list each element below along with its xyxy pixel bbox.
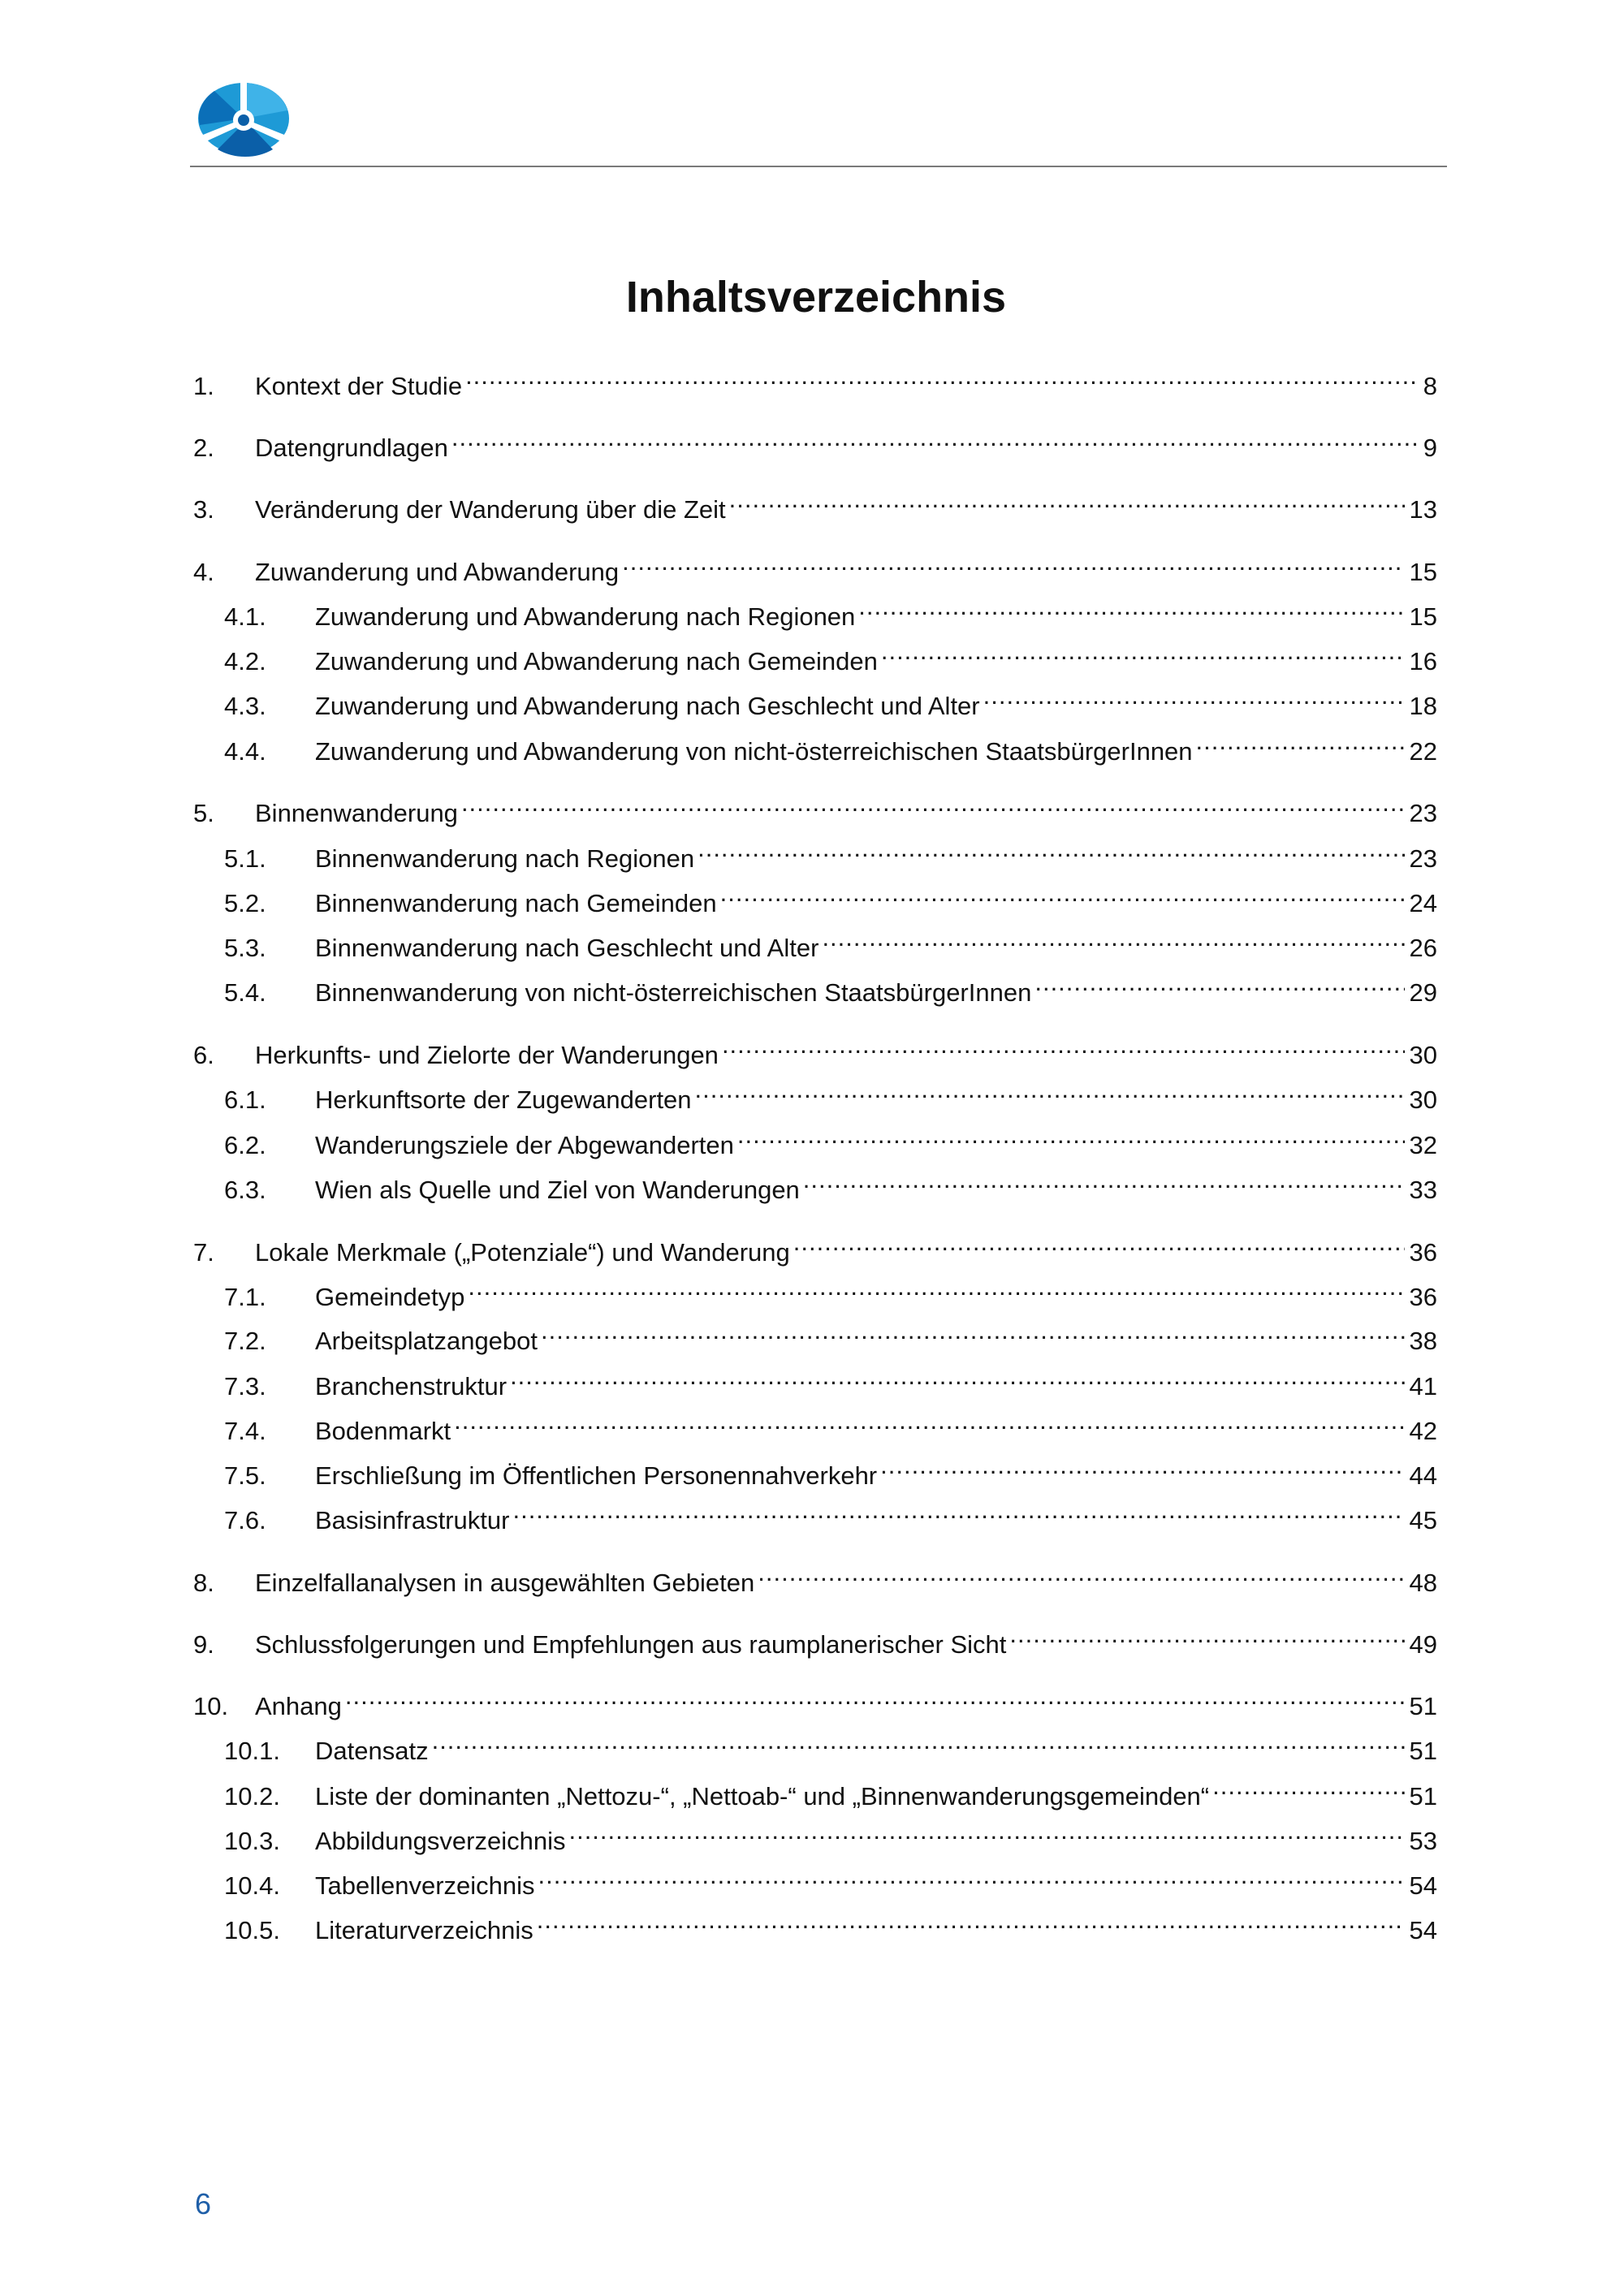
toc-entry[interactable] bbox=[193, 1554, 1437, 1597]
toc-entry[interactable] bbox=[193, 1616, 1437, 1659]
toc-entry[interactable] bbox=[193, 481, 1437, 524]
toc-entry[interactable] bbox=[193, 1161, 1437, 1204]
toc-entry-label: Binnenwanderung nach Gemeinden bbox=[315, 889, 717, 917]
toc-entry-label: Einzelfallanalysen in ausgewählten Gebieten bbox=[255, 1569, 755, 1597]
toc-entry-page: 45 bbox=[1409, 1506, 1437, 1534]
toc-entry-number: 4.2. bbox=[224, 647, 266, 675]
toc-entry-number: 7.5. bbox=[224, 1461, 266, 1490]
toc-entry-label: Datengrundlagen bbox=[255, 434, 448, 462]
toc-entry-page: 51 bbox=[1409, 1692, 1437, 1720]
toc-entry-number: 9. bbox=[193, 1630, 214, 1659]
toc-entry-page: 51 bbox=[1409, 1737, 1437, 1765]
toc-entry-label: Binnenwanderung von nicht-österreichischen StaatsbürgerInnen bbox=[315, 978, 1032, 1007]
toc-entry-label: Tabellenverzeichnis bbox=[315, 1871, 535, 1900]
toc-entry-label: Lokale Merkmale („Potenziale“) und Wanderung bbox=[255, 1238, 790, 1267]
toc-entry-label: Zuwanderung und Abwanderung von nicht-österreichischen StaatsbürgerInnen bbox=[315, 737, 1193, 766]
toc-entry-label: Herkunfts- und Zielorte der Wanderungen bbox=[255, 1041, 719, 1069]
toc-entry[interactable] bbox=[193, 1402, 1437, 1445]
toc-dot-leader bbox=[622, 543, 1404, 580]
toc-entry-page: 9 bbox=[1423, 434, 1437, 462]
toc-entry-page: 36 bbox=[1409, 1283, 1437, 1311]
toc-dot-leader bbox=[451, 419, 1416, 456]
toc-entry[interactable] bbox=[193, 677, 1437, 720]
toc-entry-number: 10.1. bbox=[224, 1737, 280, 1765]
toc-dot-leader bbox=[803, 1161, 1405, 1198]
toc-entry-page: 16 bbox=[1409, 647, 1437, 675]
toc-entry[interactable] bbox=[193, 874, 1437, 917]
toc-entry-label: Schlussfolgerungen und Empfehlungen aus raumplanerischer Sicht bbox=[255, 1630, 1007, 1659]
toc-entry-page: 36 bbox=[1409, 1238, 1437, 1267]
toc-entry[interactable] bbox=[193, 1116, 1437, 1159]
toc-entry-label: Zuwanderung und Abwanderung bbox=[255, 558, 620, 586]
toc-entry-label: Wanderungsziele der Abgewanderten bbox=[315, 1131, 734, 1159]
toc-entry[interactable] bbox=[193, 1722, 1437, 1765]
toc-entry-label: Binnenwanderung nach Regionen bbox=[315, 844, 695, 873]
toc-entry-label: Kontext der Studie bbox=[255, 372, 463, 400]
toc-entry-page: 15 bbox=[1409, 558, 1437, 586]
toc-dot-leader bbox=[737, 1116, 1405, 1154]
toc-entry-number: 4.1. bbox=[224, 602, 266, 631]
toc-dot-leader bbox=[537, 1901, 1405, 1939]
toc-entry[interactable] bbox=[193, 1357, 1437, 1400]
toc-dot-leader bbox=[461, 784, 1405, 822]
toc-entry-page: 44 bbox=[1409, 1461, 1437, 1490]
toc-dot-leader bbox=[454, 1402, 1404, 1439]
toc-entry-number: 10.3. bbox=[224, 1827, 280, 1855]
toc-entry-number: 6.3. bbox=[224, 1176, 266, 1204]
toc-entry-number: 7.4. bbox=[224, 1417, 266, 1445]
toc-entry[interactable] bbox=[193, 1767, 1437, 1810]
toc-dot-leader bbox=[729, 481, 1405, 518]
toc-dot-leader bbox=[538, 1857, 1405, 1894]
toc-entry-number: 5.3. bbox=[224, 934, 266, 962]
toc-entry-page: 48 bbox=[1409, 1569, 1437, 1597]
toc-dot-leader bbox=[698, 830, 1404, 867]
toc-entry[interactable] bbox=[193, 588, 1437, 631]
toc-dot-leader bbox=[858, 588, 1404, 625]
page-number: 6 bbox=[195, 2187, 212, 2220]
toc-entry-label: Veränderung der Wanderung über die Zeit bbox=[255, 495, 726, 524]
toc-entry-page: 23 bbox=[1409, 844, 1437, 873]
toc-entry-number: 10. bbox=[193, 1692, 229, 1720]
toc-entry-number: 4.3. bbox=[224, 692, 266, 720]
toc-entry[interactable] bbox=[193, 1447, 1437, 1490]
toc-entry-label: Gemeindetyp bbox=[315, 1283, 465, 1311]
toc-entry-label: Anhang bbox=[255, 1692, 342, 1720]
toc-entry[interactable] bbox=[193, 419, 1437, 462]
toc-entry-label: Abbildungsverzeichnis bbox=[315, 1827, 566, 1855]
toc-entry[interactable] bbox=[193, 1901, 1437, 1944]
toc-entry-page: 29 bbox=[1409, 978, 1437, 1007]
toc-dot-leader bbox=[512, 1491, 1404, 1529]
toc-entry-label: Wien als Quelle und Ziel von Wanderungen bbox=[315, 1176, 800, 1204]
toc-entry[interactable] bbox=[193, 1491, 1437, 1534]
toc-entry-number: 7.1. bbox=[224, 1283, 266, 1311]
toc-entry[interactable] bbox=[193, 964, 1437, 1007]
toc-entry-number: 7.2. bbox=[224, 1327, 266, 1355]
toc-entry-page: 33 bbox=[1409, 1176, 1437, 1204]
toc-dot-leader bbox=[822, 919, 1404, 956]
toc-entry-page: 53 bbox=[1409, 1827, 1437, 1855]
toc-entry-number: 10.2. bbox=[224, 1782, 280, 1810]
toc-entry-number: 1. bbox=[193, 372, 214, 400]
toc-dot-leader bbox=[695, 1071, 1405, 1108]
toc-dot-leader bbox=[1196, 723, 1405, 760]
toc-entry-page: 24 bbox=[1409, 889, 1437, 917]
toc-dot-leader bbox=[345, 1677, 1405, 1715]
toc-entry-page: 30 bbox=[1409, 1085, 1437, 1114]
toc-entry-page: 8 bbox=[1423, 372, 1437, 400]
toc-entry[interactable] bbox=[193, 1677, 1437, 1720]
toc-dot-leader bbox=[983, 677, 1405, 714]
toc-entry[interactable] bbox=[193, 357, 1437, 400]
toc-entry-label: Herkunftsorte der Zugewanderten bbox=[315, 1085, 692, 1114]
toc-entry-number: 5.1. bbox=[224, 844, 266, 873]
toc-entry-label: Bodenmarkt bbox=[315, 1417, 451, 1445]
toc-entry-label: Branchenstruktur bbox=[315, 1372, 508, 1400]
toc-entry[interactable] bbox=[193, 1026, 1437, 1069]
toc-entry[interactable] bbox=[193, 1812, 1437, 1855]
toc-entry[interactable] bbox=[193, 1857, 1437, 1900]
toc-entry-page: 54 bbox=[1409, 1916, 1437, 1944]
toc-entry-number: 7.6. bbox=[224, 1506, 266, 1534]
toc-entry[interactable] bbox=[193, 1268, 1437, 1311]
toc-entry-label: Arbeitsplatzangebot bbox=[315, 1327, 538, 1355]
toc-entry-page: 23 bbox=[1409, 799, 1437, 827]
toc-entry-page: 15 bbox=[1409, 602, 1437, 631]
toc-entry-number: 2. bbox=[193, 434, 214, 462]
toc-dot-leader bbox=[465, 357, 1416, 395]
toc-dot-leader bbox=[1034, 964, 1404, 1001]
toc-dot-leader bbox=[541, 1312, 1404, 1349]
toc-entry-number: 7. bbox=[193, 1238, 214, 1267]
toc-dot-leader bbox=[880, 1447, 1404, 1484]
toc-dot-leader bbox=[1212, 1767, 1404, 1805]
toc-entry-label: Zuwanderung und Abwanderung nach Geschlecht und Alter bbox=[315, 692, 980, 720]
header-divider bbox=[190, 166, 1447, 167]
toc-dot-leader bbox=[758, 1554, 1404, 1591]
toc-entry-page: 26 bbox=[1409, 934, 1437, 962]
toc-entry-page: 42 bbox=[1409, 1417, 1437, 1445]
toc-dot-leader bbox=[432, 1722, 1405, 1759]
toc-entry-page: 30 bbox=[1409, 1041, 1437, 1069]
toc-entry-number: 10.4. bbox=[224, 1871, 280, 1900]
toc-entry-label: Zuwanderung und Abwanderung nach Gemeinden bbox=[315, 647, 878, 675]
toc-entry-page: 41 bbox=[1409, 1372, 1437, 1400]
toc-entry-page: 51 bbox=[1409, 1782, 1437, 1810]
toc-entry-page: 18 bbox=[1409, 692, 1437, 720]
toc-dot-leader bbox=[881, 632, 1405, 670]
toc-entry-number: 8. bbox=[193, 1569, 214, 1597]
toc-entry-number: 4.4. bbox=[224, 737, 266, 766]
toc-entry-number: 10.5. bbox=[224, 1916, 280, 1944]
toc-dot-leader bbox=[1009, 1616, 1404, 1653]
toc-entry[interactable] bbox=[193, 1224, 1437, 1267]
toc-entry[interactable] bbox=[193, 919, 1437, 962]
three-segment-circle-logo-icon bbox=[195, 78, 292, 159]
toc-entry-page: 13 bbox=[1409, 495, 1437, 524]
toc-entry-page: 49 bbox=[1409, 1630, 1437, 1659]
toc-entry-number: 5. bbox=[193, 799, 214, 827]
toc-entry-label: Binnenwanderung bbox=[255, 799, 458, 827]
toc-entry-label: Liste der dominanten „Nettozu-“, „Nettoab-“ und „Binnenwanderungsgemeinden“ bbox=[315, 1782, 1210, 1810]
toc-dot-leader bbox=[720, 874, 1405, 912]
toc-entry-page: 22 bbox=[1409, 737, 1437, 766]
toc-entry[interactable] bbox=[193, 543, 1437, 586]
toc-entry-label: Erschließung im Öffentlichen Personennahverkehr bbox=[315, 1461, 878, 1490]
toc-entry[interactable] bbox=[193, 784, 1437, 827]
toc-dot-leader bbox=[793, 1224, 1405, 1261]
toc-entry-number: 7.3. bbox=[224, 1372, 266, 1400]
toc-dot-leader bbox=[568, 1812, 1404, 1849]
toc-entry-page: 32 bbox=[1409, 1131, 1437, 1159]
toc-entry-number: 5.2. bbox=[224, 889, 266, 917]
toc-entry-label: Datensatz bbox=[315, 1737, 429, 1765]
toc-entry-number: 6.1. bbox=[224, 1085, 266, 1114]
toc-dot-leader bbox=[510, 1357, 1404, 1395]
toc-entry[interactable] bbox=[193, 1071, 1437, 1114]
page-title: Inhaltsverzeichnis bbox=[625, 273, 1007, 322]
toc-entry-label: Literaturverzeichnis bbox=[315, 1916, 533, 1944]
toc-entry-label: Basisinfrastruktur bbox=[315, 1506, 510, 1534]
toc-entry-number: 4. bbox=[193, 558, 214, 586]
toc-entry-number: 6.2. bbox=[224, 1131, 266, 1159]
toc-entry-number: 3. bbox=[193, 495, 214, 524]
toc-entry-page: 54 bbox=[1409, 1871, 1437, 1900]
toc-entry-page: 38 bbox=[1409, 1327, 1437, 1355]
toc-dot-leader bbox=[722, 1026, 1405, 1064]
toc-entry-label: Binnenwanderung nach Geschlecht und Alter bbox=[315, 934, 819, 962]
toc-entry-label: Zuwanderung und Abwanderung nach Regionen bbox=[315, 602, 856, 631]
toc-entry[interactable] bbox=[193, 830, 1437, 873]
toc-entry[interactable] bbox=[193, 632, 1437, 675]
toc-entry-number: 6. bbox=[193, 1041, 214, 1069]
toc-entry-number: 5.4. bbox=[224, 978, 266, 1007]
toc-entry[interactable] bbox=[193, 1312, 1437, 1355]
toc-dot-leader bbox=[468, 1268, 1404, 1306]
toc-entry[interactable] bbox=[193, 723, 1437, 766]
